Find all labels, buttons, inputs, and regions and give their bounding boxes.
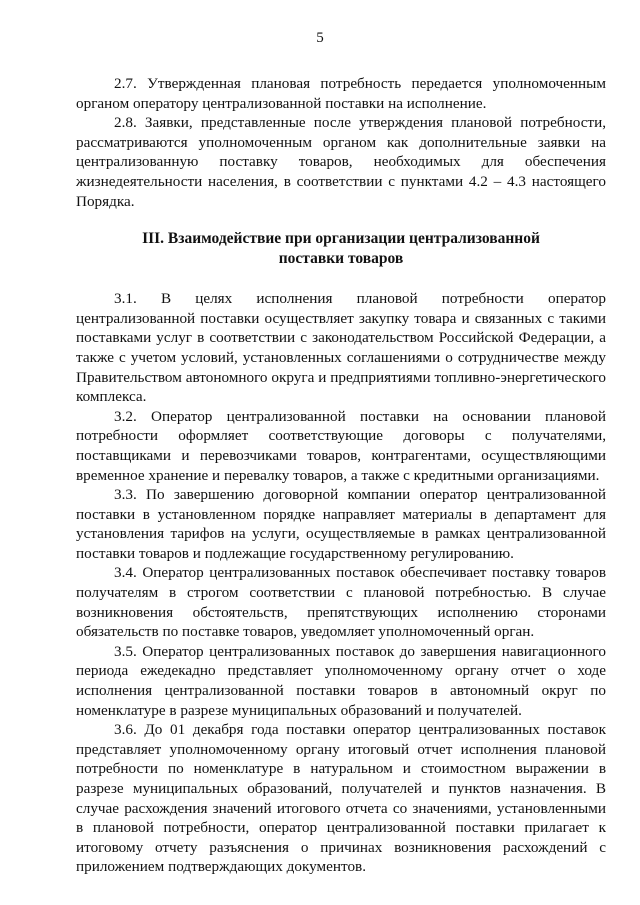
paragraph-3-2: 3.2. Оператор централизованной поставки на основании плановой потребности оформляет соответствующие договоры с получателями, поставщиками и перевозчиками товаров, контрагентами, осуществляющими временное хранение и перевалку товаров, а также с кредитными организациями. — [76, 407, 606, 484]
section-title: III. Взаимодействие при организации централизованной поставки товаров — [142, 230, 540, 268]
paragraph-3-6: 3.6. До 01 декабря года поставки оператор централизованных поставок представляет уполномоченному органу итоговый отчет исполнения плановой потребности по номенклатуре в натуральном и стоимостном выражении в разрезе муниципальных образований, получателей и пунктов назначения. В случае расхождения значений итогового отчета со значениями, установленными в плановой потребности, оператор централизованной поставки прилагает к итоговому отчету разъяснения о причинах возникновения расхождений с приложением подтверждающих документов. — [76, 721, 606, 876]
paragraph-2-7: 2.7. Утвержденная плановая потребность передается уполномоченным органом оператору централизованной поставки на исполнение. — [76, 75, 606, 112]
paragraph-3-4: 3.4. Оператор централизованных поставок обеспечивает поставку товаров получателям в строгом соответствии с плановой потребностью. В случае возникновения обстоятельств, препятствующих исполнению сторонами обязательств по поставке товаров, уведомляет уполномоченный орган. — [76, 564, 606, 641]
page-number: 5 — [316, 30, 324, 46]
paragraph-3-1: 3.1. В целях исполнения плановой потребности оператор централизованной поставки осуществляет закупку товара и связанных с такими поставками услуг в соответствии с законодательством Российской Федерации, а также с учетом условий, установленных соглашениями о сотрудничестве между Правительством автономного округа и предприятиями топливно-энергетического комплекса. — [76, 290, 606, 406]
document-body — [76, 74, 606, 877]
paragraph-3-5: 3.5. Оператор централизованных поставок до завершения навигационного периода ежедекадно представляет уполномоченному органу отчет о ходе исполнения централизованной поставки товаров в автономный округ по номенклатуре в разрезе муниципальных образований и получателей. — [76, 642, 606, 719]
paragraph-2-8: 2.8. Заявки, представленные после утверждения плановой потребности, рассматриваются уполномоченным органом как дополнительные заявки на централизованную поставку товаров, необходимых для обеспечения жизнедеятельности населения, в соответствии с пунктами 4.2 – 4.3 настоящего Порядка. — [76, 114, 606, 210]
paragraph-3-3: 3.3. По завершению договорной компании оператор централизованной поставки в установленном порядке направляет материалы в департамент для установления тарифов на услуги, осуществляемые в рамках централизованной поставки товаров и подлежащие государственному регулированию. — [76, 486, 606, 562]
